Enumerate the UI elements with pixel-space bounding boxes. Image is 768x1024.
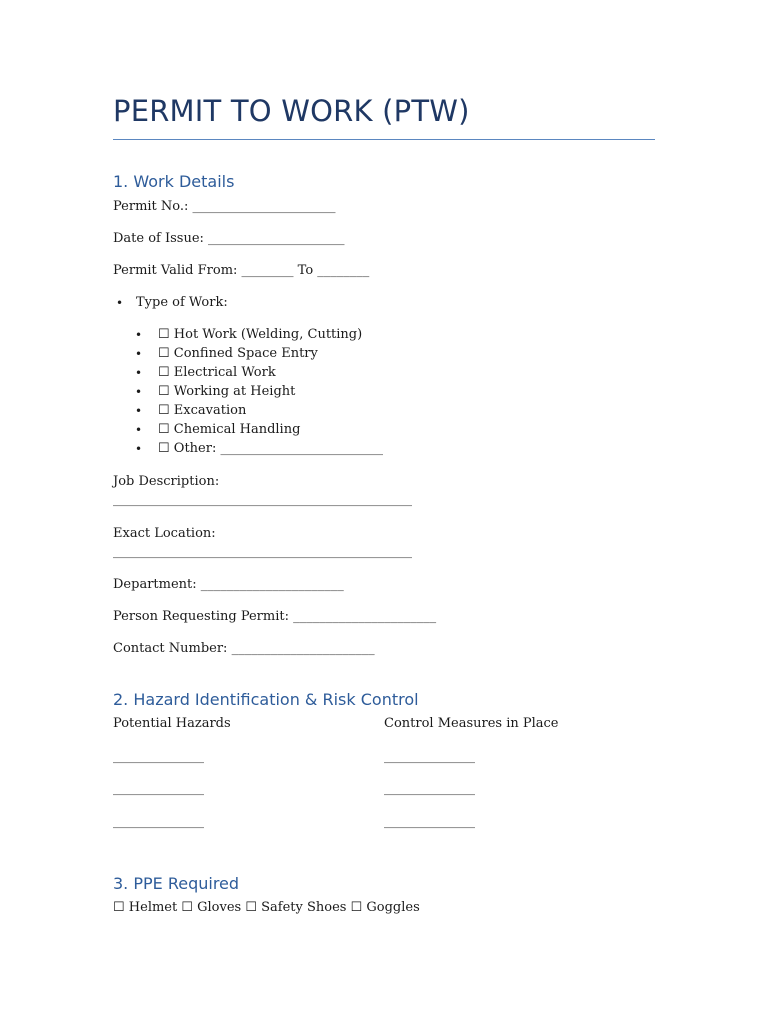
section-heading-ppe: 3. PPE Required [113,874,240,893]
hazard-cell: ______________ [113,749,204,764]
section-heading-work-details: 1. Work Details [113,172,235,191]
work-type-excavation: ☐ Excavation [158,403,247,418]
contact-number-field: Contact Number: ______________________ [113,641,375,656]
job-description-line: ______________________________________________ [113,492,412,507]
work-type-other: ☐ Other: _________________________ [158,441,383,456]
control-measure-cell: ______________ [384,781,475,796]
work-type-electrical: ☐ Electrical Work [158,365,276,380]
work-type-hot-work: ☐ Hot Work (Welding, Cutting) [158,327,363,342]
type-of-work-label: Type of Work: [136,295,228,310]
work-type-confined-space: ☐ Confined Space Entry [158,346,318,361]
permit-number-field: Permit No.: ______________________ [113,199,336,214]
hazard-cell: ______________ [113,814,204,829]
work-type-chemical: ☐ Chemical Handling [158,422,301,437]
section-heading-hazard-identification: 2. Hazard Identification & Risk Control [113,690,419,709]
list-bullet: • [135,423,143,437]
page-title: PERMIT TO WORK (PTW) [113,94,470,128]
list-bullet: • [135,385,143,399]
person-requesting-field: Person Requesting Permit: ______________________ [113,609,437,624]
list-bullet: • [135,328,143,342]
title-underline [113,139,655,140]
permit-valid-field: Permit Valid From: ________ To ________ [113,263,370,278]
list-bullet: • [116,296,124,310]
column-header-control-measures: Control Measures in Place [384,716,559,731]
work-type-height: ☐ Working at Height [158,384,296,399]
column-header-potential-hazards: Potential Hazards [113,716,231,731]
date-of-issue-field: Date of Issue: _____________________ [113,231,345,246]
exact-location-line: ______________________________________________ [113,544,412,559]
list-bullet: • [135,347,143,361]
control-measure-cell: ______________ [384,749,475,764]
list-bullet: • [135,366,143,380]
list-bullet: • [135,442,143,456]
job-description-label: Job Description: [113,474,220,489]
ppe-checklist: ☐ Helmet ☐ Gloves ☐ Safety Shoes ☐ Goggles [113,900,420,915]
control-measure-cell: ______________ [384,814,475,829]
list-bullet: • [135,404,143,418]
hazard-cell: ______________ [113,781,204,796]
exact-location-label: Exact Location: [113,526,216,541]
department-field: Department: ______________________ [113,577,344,592]
